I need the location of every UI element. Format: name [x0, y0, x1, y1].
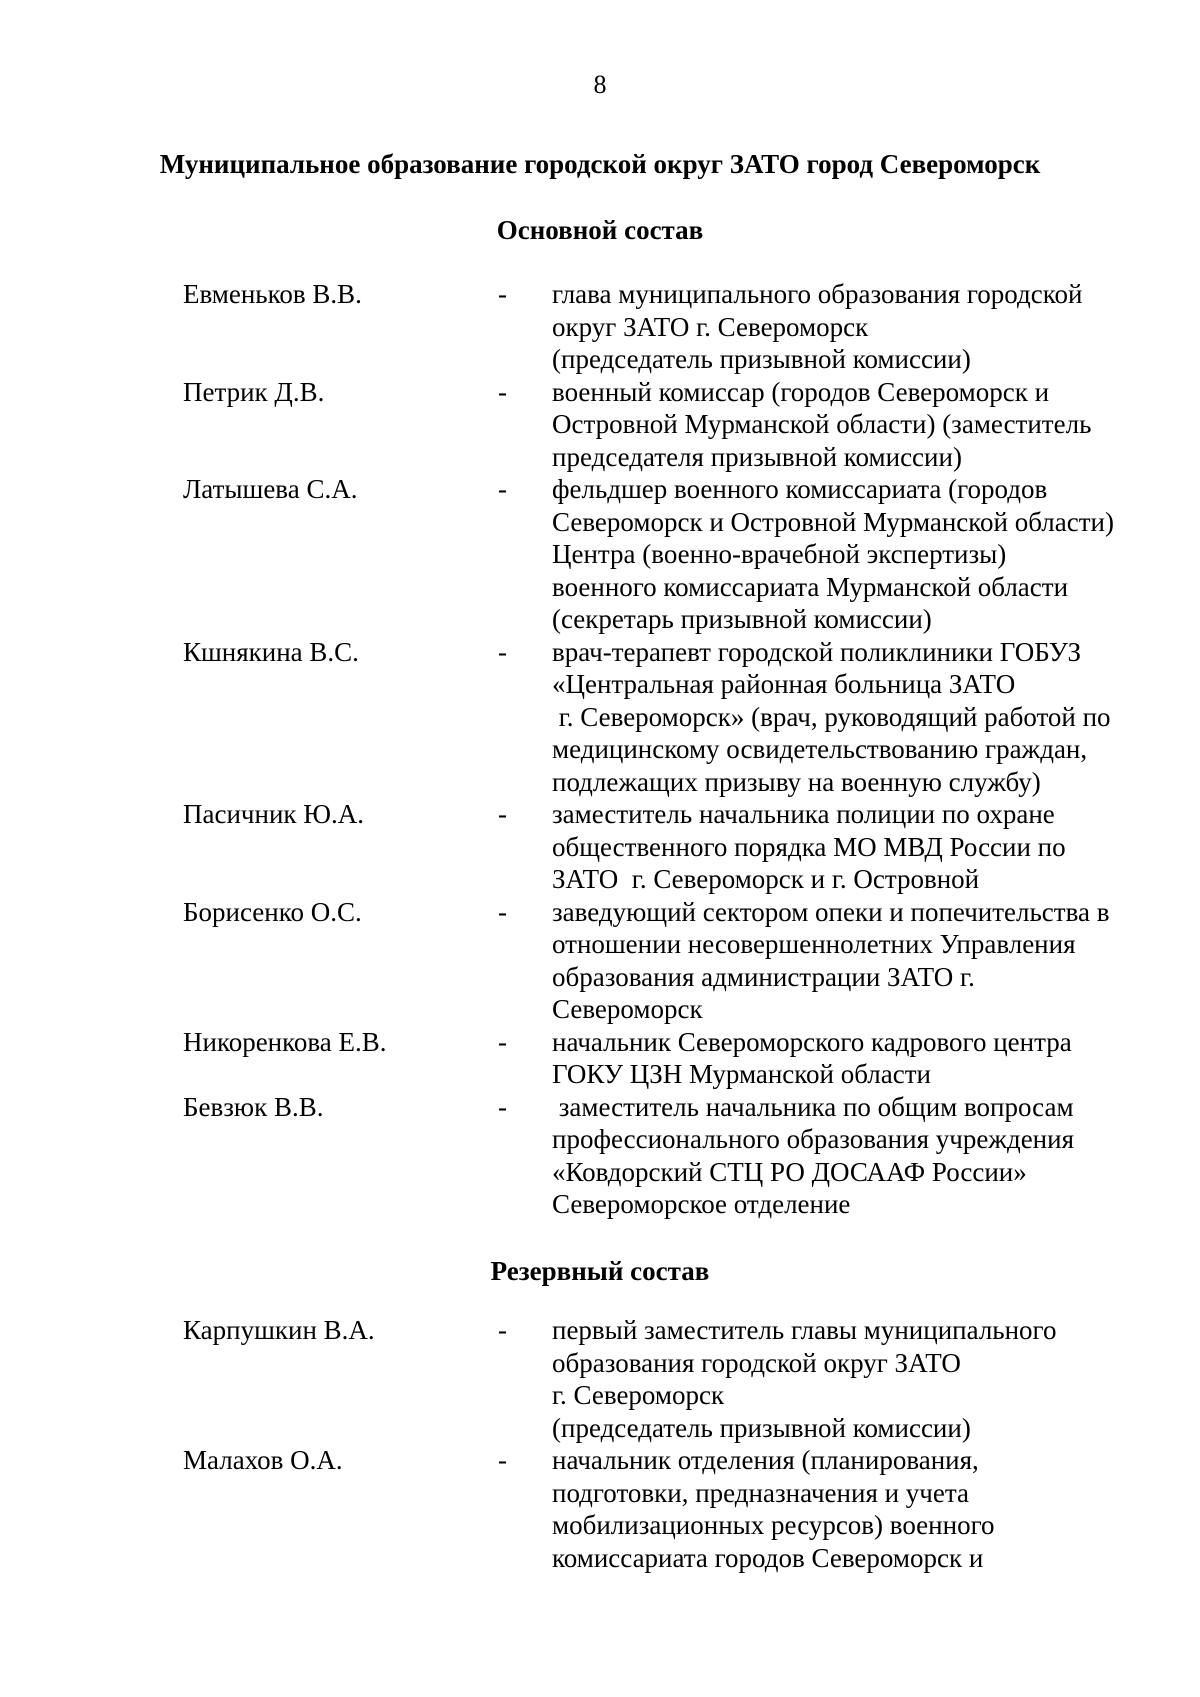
page-number: 8 [593, 70, 607, 99]
member-name: Бевзюк В.В. [183, 1091, 324, 1122]
role-line: медицинскому освидетельствованию граждан, [552, 734, 1088, 764]
role-line: Островной Мурманской области) (заместитель [552, 409, 1092, 439]
role-line: округ ЗАТО г. Североморск [552, 311, 869, 342]
member-dash: - [498, 1026, 507, 1057]
member-role [552, 1444, 1172, 1574]
role-line: Центра (военно-врачебной экспертизы) [552, 539, 1007, 569]
member-name: Латышева С.А. [183, 474, 358, 504]
member-row [0, 1444, 1200, 1574]
member-dash: - [498, 1091, 507, 1122]
role-line: глава муниципального образования городской [552, 279, 1083, 309]
member-row [0, 1091, 1200, 1221]
role-line: заведующий сектором опеки и попечительства в [552, 896, 1110, 927]
member-row [0, 278, 1200, 376]
member-row [0, 896, 1200, 1026]
role-line: Североморск [552, 994, 703, 1024]
role-line: Североморское отделение [552, 1189, 851, 1219]
member-role [552, 896, 1172, 1026]
member-dash: - [498, 636, 507, 667]
role-line: общественного порядка МО МВД России по [552, 831, 1066, 862]
role-line: мобилизационных ресурсов) военного [552, 1510, 995, 1540]
role-line: г. Североморск [552, 1380, 725, 1410]
role-line: заместитель начальника по общим вопросам [552, 1091, 1074, 1122]
role-line: (председатель призывной комиссии) [552, 344, 971, 374]
member-role [552, 1091, 1172, 1221]
role-line: врач-терапевт городской поликлиники ГОБУЗ [552, 636, 1082, 667]
role-line: ГОКУ ЦЗН Мурманской области [552, 1059, 931, 1089]
role-line: подлежащих призыву на военную службу) [552, 766, 1041, 797]
role-line: (председатель призывной комиссии) [552, 1412, 971, 1443]
role-line: «Ковдорский СТЦ РО ДОСААФ России» [552, 1156, 1027, 1187]
role-line: подготовки, предназначения и учета [552, 1477, 969, 1508]
member-name: Борисенко О.С. [183, 896, 362, 927]
member-role [552, 1314, 1172, 1444]
member-dash: - [498, 279, 507, 309]
member-row [0, 473, 1200, 636]
role-line: комиссариата городов Североморск и [552, 1542, 984, 1573]
member-dash: - [498, 896, 507, 927]
member-list-main [0, 278, 1200, 1221]
section-heading-reserve: Резервный состав [490, 1256, 710, 1286]
member-name: Карпушкин В.А. [183, 1315, 375, 1345]
member-name: Малахов О.А. [183, 1445, 343, 1475]
member-row [0, 798, 1200, 896]
section-heading-main: Основной состав [496, 215, 704, 245]
member-row [0, 1026, 1200, 1091]
role-line: военного комиссариата Мурманской области [552, 571, 1069, 602]
member-dash: - [498, 1315, 507, 1345]
role-line: председателя призывной комиссии) [552, 441, 962, 472]
document-title: Муниципальное образование городской округ ЗАТО город Североморск [159, 149, 1041, 179]
role-line: начальник отделения (планирования, [552, 1445, 979, 1475]
member-row [0, 1314, 1200, 1444]
member-name: Пасичник Ю.А. [183, 799, 365, 829]
role-line: профессионального образования учреждения [552, 1124, 1075, 1154]
member-role [552, 278, 1172, 376]
member-role [552, 1026, 1172, 1091]
role-line: фельдшер военного комиссариата (городов [552, 474, 1048, 504]
role-line: заместитель начальника полиции по охране [552, 799, 1055, 829]
role-line: образования городской округ ЗАТО [552, 1347, 961, 1378]
member-role [552, 473, 1172, 636]
role-line: г. Североморск» (врач, руководящий работой по [552, 701, 1111, 732]
member-dash: - [498, 474, 507, 504]
role-line: начальник Североморского кадрового центра [552, 1026, 1072, 1057]
member-dash: - [498, 799, 507, 829]
member-name: Никоренкова Е.В. [183, 1026, 387, 1057]
member-name: Евменьков В.В. [183, 279, 362, 309]
member-row [0, 376, 1200, 474]
member-list-reserve [0, 1314, 1200, 1574]
member-role [552, 798, 1172, 896]
member-name: Петрик Д.В. [183, 376, 325, 407]
member-dash: - [498, 376, 507, 407]
role-line: ЗАТО г. Североморск и г. Островной [552, 864, 980, 894]
role-line: первый заместитель главы муниципального [552, 1315, 1057, 1345]
member-role [552, 376, 1172, 474]
role-line: «Центральная районная больница ЗАТО [552, 669, 1016, 699]
role-line: образования администрации ЗАТО г. [552, 961, 975, 992]
role-line: Североморск и Островной Мурманской области) [552, 506, 1114, 537]
member-name: Кшнякина В.С. [183, 636, 359, 667]
role-line: отношении несовершеннолетних Управления [552, 929, 1076, 959]
role-line: военный комиссар (городов Североморск и [552, 376, 1050, 407]
member-dash: - [498, 1445, 507, 1475]
role-line: (секретарь призывной комиссии) [552, 604, 932, 634]
member-row [0, 636, 1200, 799]
member-role [552, 636, 1172, 799]
